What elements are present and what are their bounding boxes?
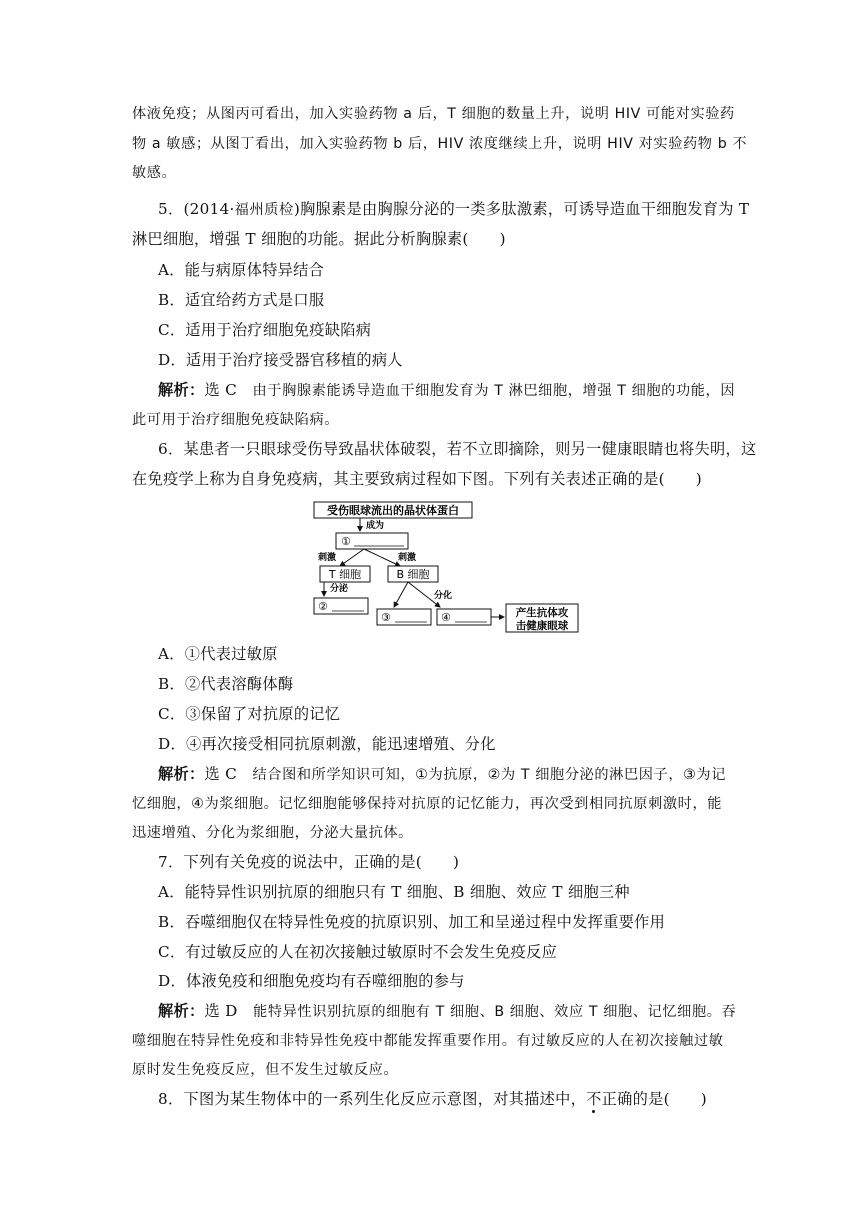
q7-analysis-text: 能特异性识别抗原的细胞有 T 细胞、B 细胞、效应 T 细胞、记忆细胞。吞 xyxy=(253,1004,737,1020)
box-4-label: ④ xyxy=(441,611,451,624)
secrete-label: 分泌 xyxy=(330,584,349,594)
q5-source-suffix: ) xyxy=(293,200,301,218)
box-1-label: ① xyxy=(341,535,351,548)
q7-analysis-line-3: 原时发生免疫反应，但不发生过敏反应。 xyxy=(132,1062,399,1078)
q5-stem-text: 胸腺素是由胸腺分泌的一类多肽激素，可诱导造血干细胞发育为 T xyxy=(300,200,750,218)
q8-stem xyxy=(158,1089,707,1109)
q6-analysis-label: 解析： xyxy=(158,765,205,783)
q7-option-c: C．有过敏反应的人在初次接触过敏原时不会发生免疫反应 xyxy=(158,943,558,961)
differentiate-label: 分化 xyxy=(434,591,453,601)
q5-number: 5． xyxy=(158,200,184,218)
q8-stem-suffix: 正确的是( ) xyxy=(601,1090,708,1108)
q7-option-d: D．体液免疫和细胞免疫均有吞噬细胞的参与 xyxy=(158,972,465,990)
result-label-line-1: 产生抗体攻 xyxy=(515,607,569,619)
q6-analysis-line-2: 忆细胞，④为浆细胞。记忆细胞能够保持对抗原的记忆能力，再次受到相同抗原刺激时，能 xyxy=(132,796,723,812)
immune-process-diagram xyxy=(300,498,590,636)
q6-stem-line-1: 6．某患者一只眼球受伤导致晶状体破裂，若不立即摘除，则另一健康眼睛也将失明，这 xyxy=(158,440,757,458)
q5-stem-line-1 xyxy=(158,199,749,220)
lens-protein-label: 受伤眼球流出的晶状体蛋白 xyxy=(327,504,459,517)
q5-option-c: C．适用于治疗细胞免疫缺陷病 xyxy=(158,321,372,339)
stimulate-left-label: 刺激 xyxy=(318,553,337,563)
q7-stem: 7．下列有关免疫的说法中，正确的是( ) xyxy=(158,853,460,871)
q6-analysis-line-3: 迅速增殖、分化为浆细胞，分泌大量抗体。 xyxy=(132,825,413,841)
intro-line-2: 物 a 敏感；从图丁看出，加入实验药物 b 后，HIV 浓度继续上升，说明 HIV 对实验药物 b 不 xyxy=(132,136,748,152)
result-label-line-2: 击健康眼球 xyxy=(515,620,569,632)
q6-analysis-text: 结合图和所学知识可知，①为抗原，②为 T 细胞分泌的淋巴因子，③为记 xyxy=(252,767,727,783)
q5-stem-line-2: 淋巴细胞，增强 T 细胞的功能。据此分析胸腺素( ) xyxy=(132,230,506,248)
arrow-to-b-cell xyxy=(364,549,400,566)
q6-option-b: B．②代表溶酶体酶 xyxy=(158,675,294,693)
q6-stem-line-2: 在免疫学上称为自身免疫病，其主要致病过程如下图。下列有关表述正确的是( ) xyxy=(132,470,702,488)
intro-line-1: 体液免疫；从图丙可看出，加入实验药物 a 后，T 细胞的数量上升，说明 HIV 可能对实验药 xyxy=(132,106,735,122)
q6-option-d: D．④再次接受相同抗原刺激，能迅速增殖、分化 xyxy=(158,735,496,753)
arrow-to-box-3 xyxy=(394,582,408,607)
q5-option-a: A．能与病原体特异结合 xyxy=(158,261,325,279)
q8-stem-prefix: 8．下图为某生物体中的一系列生化反应示意图，对其描述中， xyxy=(158,1090,587,1108)
q5-analysis-choice: 选 C xyxy=(204,381,238,399)
q7-option-a: A．能特异性识别抗原的细胞只有 T 细胞、B 细胞、效应 T 细胞三种 xyxy=(158,883,630,901)
q7-analysis-label: 解析： xyxy=(158,1002,205,1020)
q7-analysis-choice: 选 D xyxy=(204,1002,238,1020)
q8-emphasis-not: 不 xyxy=(586,1090,602,1108)
q6-analysis-choice: 选 C xyxy=(204,765,238,783)
q5-option-b: B．适宜给药方式是口服 xyxy=(158,291,325,309)
q5-option-d: D．适用于治疗接受器官移植的病人 xyxy=(158,351,403,369)
intro-line-3: 敏感。 xyxy=(132,165,177,181)
q7-analysis-line-2: 噬细胞在特异性免疫和非特异性免疫中都能发挥重要作用。有过敏反应的人在初次接触过敏 xyxy=(132,1033,724,1049)
b-cell-label: B 细胞 xyxy=(396,568,430,581)
q5-analysis-line-1 xyxy=(158,380,735,401)
q5-analysis-label: 解析： xyxy=(158,381,205,399)
box-2-label: ② xyxy=(318,600,328,613)
q6-analysis-line-1 xyxy=(158,764,726,785)
q6-option-c: C．③保留了对抗原的记忆 xyxy=(158,705,341,723)
q5-source-name: 福州质检 xyxy=(234,202,294,218)
q7-option-b: B．吞噬细胞仅在特异性免疫的抗原识别、加工和呈递过程中发挥重要作用 xyxy=(158,913,666,931)
stimulate-right-label: 刺激 xyxy=(398,553,417,563)
box-3-label: ③ xyxy=(381,611,391,624)
q5-analysis-line-2: 此可用于治疗细胞免疫缺陷病。 xyxy=(132,412,340,428)
arrow-to-t-cell xyxy=(340,549,364,566)
t-cell-label: T 细胞 xyxy=(328,568,362,581)
q7-analysis-line-1 xyxy=(158,1001,736,1022)
q5-source-prefix: (2014· xyxy=(183,200,235,218)
q5-analysis-text: 由于胸腺素能诱导造血干细胞发育为 T 淋巴细胞，增强 T 细胞的功能，因 xyxy=(252,383,736,399)
q6-option-a: A．①代表过敏原 xyxy=(158,645,278,663)
become-label: 成为 xyxy=(366,521,385,531)
